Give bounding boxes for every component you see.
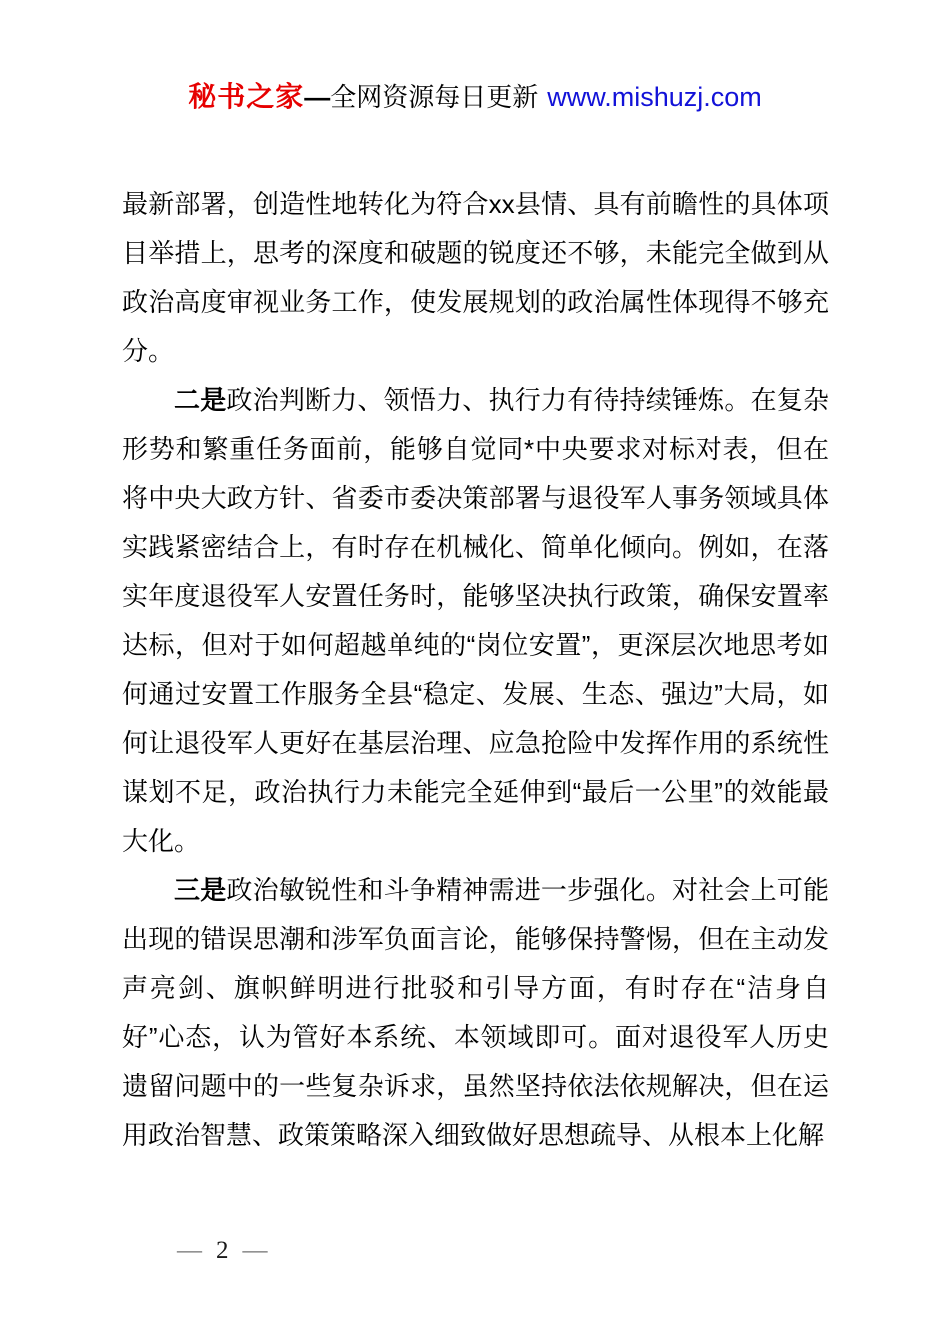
document-body [122,180,829,1160]
paragraph [122,866,829,1160]
paragraph-text: 政治敏锐性和斗争精神需进一步强化。对社会上可能出现的错误思潮和涉军负面言论，能够保持警惕，但在主动发声亮剑、旗帜鲜明进行批驳和引导方面，有时存在“洁身自好”心态，认为管好本系统、本领域即可。面对退役军人历史遗留问题中的一些复杂诉求，虽然坚持依法依规解决，但在运用政治智慧、政策策略深入细致做好思想疏导、从根本上化解 [122,875,829,1150]
paragraph [122,376,829,866]
paragraph-lead: 二是 [174,385,227,415]
site-name: 秘书之家 [188,81,305,112]
paragraph-lead: 三是 [174,875,227,905]
header-separator: — [304,82,331,112]
header-tagline: 全网资源每日更新 [330,82,539,112]
site-header [0,80,950,114]
page-number-dash-left: — [177,1237,202,1264]
site-url-link[interactable]: www.mishuzj.com [547,82,762,112]
page-number [177,1237,268,1265]
page-number-dash-right: — [242,1237,268,1264]
page-number-value: 2 [216,1237,229,1264]
paragraph-text: 政治判断力、领悟力、执行力有待持续锤炼。在复杂形势和繁重任务面前，能够自觉同*中央要求对标对表，但在将中央大政方针、省委市委决策部署与退役军人事务领域具体实践紧密结合上，有时存在机械化、简单化倾向。例如，在落实年度退役军人安置任务时，能够坚决执行政策，确保安置率达标，但对于如何超越单纯的“岗位安置”，更深层次地思考如何通过安置工作服务全县“稳定、发展、生态、强边”大局，如何让退役军人更好在基层治理、应急抢险中发挥作用的系统性谋划不足，政治执行力未能完全延伸到“最后一公里”的效能最大化。 [122,385,829,856]
paragraph [122,180,829,376]
paragraph-text: 最新部署，创造性地转化为符合xx县情、具有前瞻性的具体项目举措上，思考的深度和破题的锐度还不够，未能完全做到从政治高度审视业务工作，使发展规划的政治属性体现得不够充分。 [122,189,829,366]
